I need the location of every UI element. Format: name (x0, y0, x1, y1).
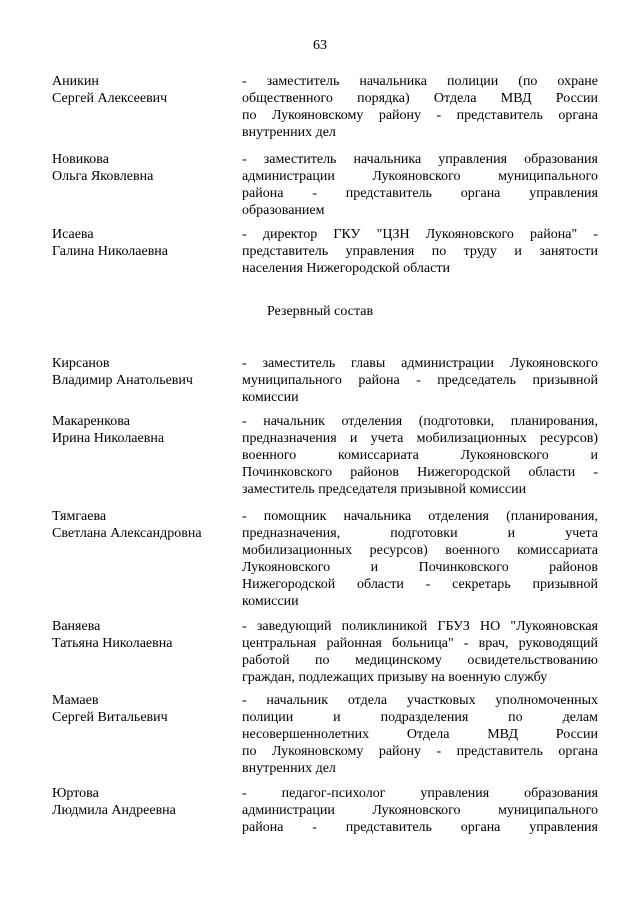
member-surname: Мамаев (52, 693, 99, 708)
member-name (52, 151, 232, 185)
role-line: - заместитель начальника управления образования (242, 152, 598, 167)
role-line: предназначения и учета мобилизационных ресурсов) (242, 431, 598, 446)
role-line: Починковского районов Нижегородской области - (242, 465, 598, 480)
role-line: комиссии (242, 594, 299, 609)
role-line: работой по медицинскому освидетельствованию (242, 653, 598, 668)
role-line: муниципального района - председатель призывной (242, 373, 598, 388)
role-line: населения Нижегородской области (242, 261, 450, 276)
role-line: - помощник начальника отделения (планирования, (242, 509, 598, 524)
role-line: предназначения, подготовки и учета (242, 526, 598, 541)
member-surname: Тямгаева (52, 509, 107, 524)
member-role (242, 413, 598, 498)
member-name (52, 226, 232, 260)
member-name (52, 692, 232, 726)
role-line: граждан, подлежащих призыву на военную службу (242, 670, 548, 685)
member-role (242, 508, 598, 610)
role-line: - начальник отдела участковых уполномоченных (242, 693, 598, 708)
member-name (52, 413, 232, 447)
role-line: заместитель председателя призывной комиссии (242, 482, 527, 497)
role-line: военного комиссариата Лукояновского и (242, 448, 598, 463)
role-line: по Лукояновскому району - представитель органа (242, 108, 598, 123)
role-line: - заведующий поликлиникой ГБУЗ НО "Лукояновская (242, 619, 598, 634)
role-line: - начальник отделения (подготовки, планирования, (242, 414, 598, 429)
member-given-names: Ольга Яковлевна (52, 169, 154, 184)
page-number: 63 (313, 38, 327, 53)
member-given-names: Татьяна Николаевна (52, 636, 173, 651)
role-line: администрации Лукояновского муниципального (242, 803, 598, 818)
member-name (52, 355, 232, 389)
member-given-names: Ирина Николаевна (52, 431, 165, 446)
role-line: комиссии (242, 390, 299, 405)
member-role (242, 226, 598, 277)
role-line: - заместитель начальника полиции (по охране (242, 74, 598, 89)
role-line: общественного порядка) Отдела МВД России (242, 91, 598, 106)
role-line: внутренних дел (242, 125, 336, 140)
role-line: района - представитель органа управления (242, 820, 598, 835)
member-surname: Исаева (52, 227, 94, 242)
member-given-names: Галина Николаевна (52, 244, 169, 259)
role-line: администрации Лукояновского муниципального (242, 169, 598, 184)
member-surname: Юртова (52, 786, 99, 801)
member-role (242, 692, 598, 777)
role-line: района - представитель органа управления (242, 186, 598, 201)
role-line: Лукояновского и Починковского районов (242, 560, 598, 575)
member-name (52, 785, 232, 819)
role-line: по Лукояновскому району - представитель органа (242, 744, 598, 759)
member-role (242, 355, 598, 406)
role-line: мобилизационных ресурсов) военного комиссариата (242, 543, 598, 558)
role-line: центральная районная больница" - врач, руководящий (242, 636, 598, 651)
member-surname: Ваняева (52, 619, 101, 634)
member-given-names: Сергей Витальевич (52, 710, 168, 725)
member-name (52, 618, 232, 652)
role-line: полиции и подразделения по делам (242, 710, 598, 725)
member-given-names: Владимир Анатольевич (52, 373, 193, 388)
member-surname: Новикова (52, 152, 109, 167)
role-line: несовершеннолетних Отдела МВД России (242, 727, 598, 742)
member-role (242, 73, 598, 141)
member-role (242, 151, 598, 219)
role-line: Нижегородской области - секретарь призывной (242, 577, 598, 592)
member-surname: Макаренкова (52, 414, 130, 429)
member-given-names: Сергей Алексеевич (52, 91, 168, 106)
role-line: образованием (242, 203, 325, 218)
member-given-names: Людмила Андреевна (52, 803, 176, 818)
member-name (52, 508, 232, 542)
role-line: внутренних дел (242, 761, 336, 776)
section-title-reserve: Резервный состав (266, 304, 374, 319)
member-surname: Аникин (52, 74, 99, 89)
role-line: представитель управления по труду и занятости (242, 244, 598, 259)
role-line: - заместитель главы администрации Лукояновского (242, 356, 598, 371)
member-given-names: Светлана Александровна (52, 526, 202, 541)
member-role (242, 618, 598, 686)
member-name (52, 73, 232, 107)
member-surname: Кирсанов (52, 356, 110, 371)
role-line: - педагог-психолог управления образования (242, 786, 598, 801)
role-line: - директор ГКУ "ЦЗН Лукояновского района" - (242, 227, 598, 242)
member-role (242, 785, 598, 836)
